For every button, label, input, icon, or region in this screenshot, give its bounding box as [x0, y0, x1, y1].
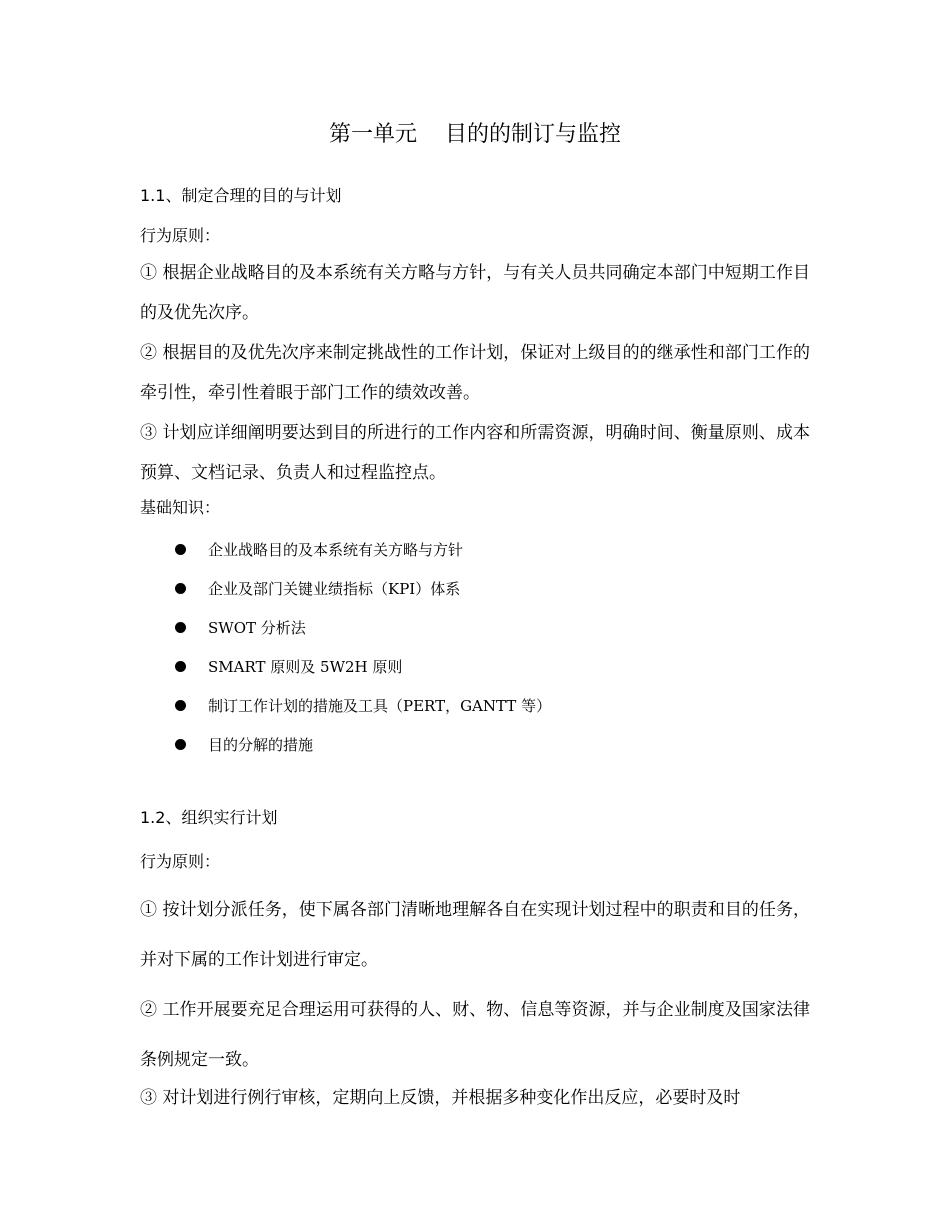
section-1-principles-label: 行为原则：: [140, 226, 221, 245]
list-item: 企业及部门关键业绩指标（KPI）体系: [172, 569, 551, 608]
list-item: 制订工作计划的措施及工具（PERT，GANTT 等）: [172, 686, 551, 725]
section-1-heading: 1.1、制定合理的目的与计划: [140, 186, 342, 205]
section-1-knowledge-label: 基础知识：: [140, 498, 221, 517]
bullet-icon: [175, 700, 186, 711]
bullet-icon: [175, 622, 186, 633]
bullet-icon: [175, 661, 186, 672]
section-2-heading: 1.2、组织实行计划: [140, 808, 278, 827]
section-2-principles-label: 行为原则：: [140, 852, 221, 871]
section-1-principle-2: ② 根据目的及优先次序来制定挑战性的工作计划，保证对上级目的的继承性和部门工作的牵引性，牵引性着眼于部门工作的绩效改善。: [140, 343, 810, 403]
page-title: 第一单元 目的的制订与监控: [329, 122, 621, 147]
section-1-principle-1: ① 根据企业战略目的及本系统有关方略与方针，与有关人员共同确定本部门中短期工作目的及优先次序。: [140, 263, 810, 323]
section-2-principle-2: ② 工作开展要充足合理运用可获得的人、财、物、信息等资源，并与企业制度及国家法律条例规定一致。: [140, 1000, 810, 1070]
section-2-principle-3: ③ 对计划进行例行审核，定期向上反馈，并根据多种变化作出反应，必要时及时: [140, 1088, 741, 1108]
bullet-icon: [175, 739, 186, 750]
section-2-principle-1: ① 按计划分派任务，使下属各部门清晰地理解各自在实现计划过程中的职责和目的任务，并对下属的工作计划进行审定。: [140, 900, 810, 970]
bullet-icon: [175, 583, 186, 594]
list-item: SWOT 分析法: [172, 608, 551, 647]
list-item: 目的分解的措施: [172, 725, 551, 764]
knowledge-list: [172, 530, 551, 764]
list-item: SMART 原则及 5W2H 原则: [172, 647, 551, 686]
section-1-principle-3: ③ 计划应详细阐明要达到目的所进行的工作内容和所需资源，明确时间、衡量原则、成本预算、文档记录、负责人和过程监控点。: [140, 423, 810, 483]
list-item: 企业战略目的及本系统有关方略与方针: [172, 530, 551, 569]
bullet-icon: [175, 544, 186, 555]
